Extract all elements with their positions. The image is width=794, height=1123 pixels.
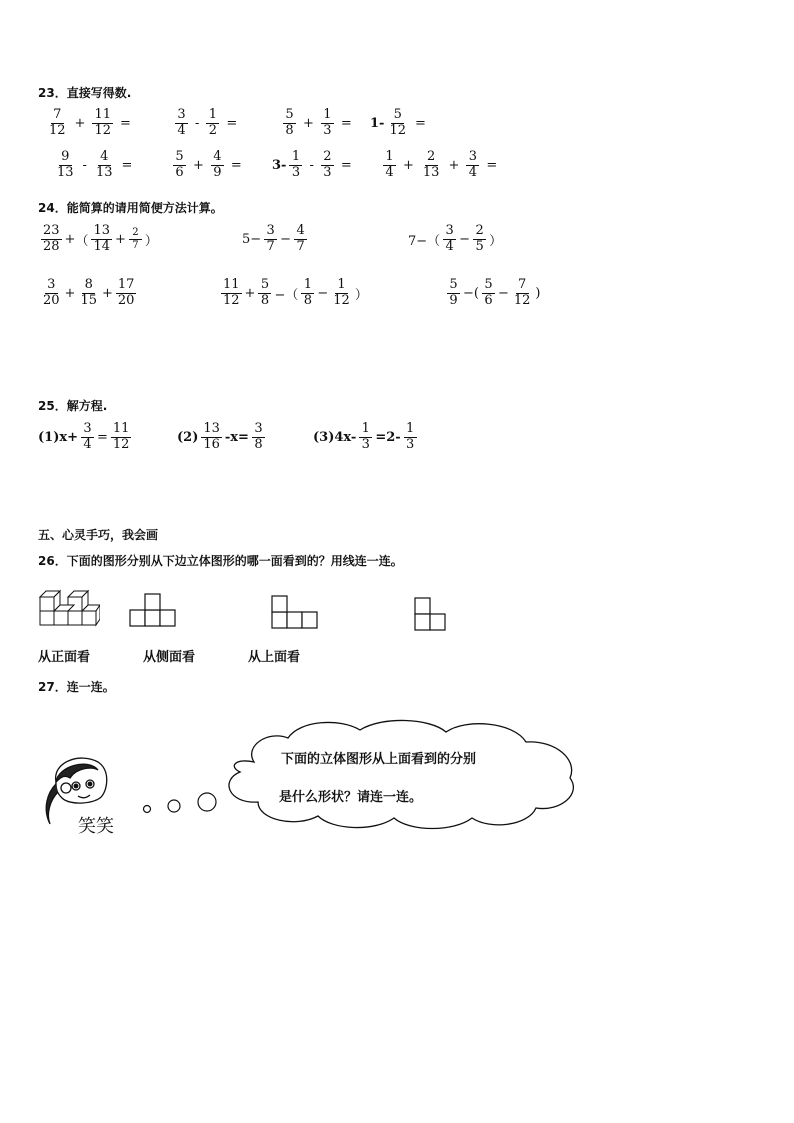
fraction — [173, 150, 186, 181]
fraction — [116, 278, 137, 309]
view-label-front: 从正面看 — [38, 650, 91, 665]
fraction — [252, 422, 265, 453]
numerator: 3 — [252, 422, 265, 438]
q23-r1-e2 — [172, 108, 241, 139]
denominator: 12 — [333, 292, 350, 308]
q24-r1-e3 — [408, 224, 502, 255]
fraction — [94, 150, 115, 181]
denominator: 4 — [385, 164, 394, 180]
numerator: 9 — [59, 150, 72, 166]
denominator: 8 — [254, 436, 263, 452]
operator: + — [403, 157, 414, 173]
q24-r2-e3 — [444, 278, 541, 309]
view-figure-1 — [129, 592, 177, 628]
q23-r2-e4 — [380, 150, 501, 181]
denominator: 7 — [266, 238, 275, 254]
fraction — [512, 278, 533, 309]
paren: ) — [535, 285, 541, 301]
fraction — [91, 224, 112, 255]
numerator: 1 — [321, 108, 334, 124]
q24-r2-e2 — [218, 278, 368, 309]
equals: = — [120, 115, 131, 131]
denominator: 16 — [203, 436, 220, 452]
denominator: 4 — [177, 122, 186, 138]
denominator: 9 — [449, 292, 458, 308]
paren: （ — [75, 233, 89, 249]
numerator: 4 — [211, 150, 224, 166]
fraction — [321, 108, 334, 139]
operator: - — [82, 157, 87, 173]
numerator: 2 — [473, 224, 486, 240]
cloud-line-1: 下面的立体图形从上面看到的分别 — [281, 752, 477, 767]
denominator: 12 — [94, 122, 111, 138]
q25-e3 — [313, 422, 420, 453]
fraction — [55, 150, 76, 181]
q25-e2 — [177, 422, 268, 453]
fraction — [301, 278, 314, 309]
numerator: 3 — [443, 224, 456, 240]
prefix: 5− — [242, 231, 262, 247]
fraction — [47, 108, 68, 139]
equals: = — [121, 157, 133, 173]
numerator: 1 — [383, 150, 396, 166]
numerator: 1 — [301, 278, 314, 294]
numerator: 11 — [112, 421, 130, 436]
fraction — [211, 150, 224, 181]
denominator: 4 — [468, 164, 477, 180]
view-figure-3 — [413, 596, 447, 632]
speech-cloud — [214, 716, 582, 832]
denominator: 8 — [285, 122, 294, 138]
numerator: 23 — [43, 223, 60, 238]
operator: - — [195, 115, 200, 131]
numerator: 2 — [129, 227, 142, 240]
equals: = — [230, 157, 242, 173]
operator: − — [459, 231, 471, 247]
fraction — [387, 108, 408, 139]
numerator: 11 — [223, 277, 240, 292]
view-figure-2 — [271, 594, 319, 630]
operator: + — [64, 231, 76, 247]
fraction — [111, 422, 132, 453]
denominator: 15 — [80, 292, 97, 308]
fraction — [41, 278, 62, 309]
q23-r1-e4 — [370, 108, 430, 139]
q23-title: 23．直接写得数. — [38, 86, 132, 100]
q23-r2-e1 — [52, 150, 136, 181]
denominator: 3 — [361, 436, 370, 452]
numerator: 3 — [45, 278, 58, 294]
fraction — [201, 422, 222, 453]
thought-bubbles — [140, 790, 220, 818]
q27-title: 27．连一连。 — [38, 680, 115, 694]
q23-r1-e1 — [44, 108, 135, 139]
equals: = — [340, 115, 352, 131]
denominator: 5 — [475, 238, 484, 254]
solid-figure — [38, 585, 100, 629]
middle-text: =2- — [375, 429, 401, 445]
numerator: 5 — [482, 278, 495, 294]
fraction — [421, 150, 442, 181]
numerator: 1 — [206, 108, 219, 124]
numerator: 3 — [81, 422, 94, 438]
denominator: 12 — [223, 292, 240, 308]
operator: + — [74, 115, 86, 131]
equals: = — [340, 157, 352, 173]
fraction — [41, 224, 62, 255]
equals: = — [486, 157, 498, 173]
denominator: 13 — [95, 164, 113, 180]
numerator: 8 — [82, 278, 95, 294]
operator: + — [303, 115, 314, 131]
denominator: 4 — [445, 238, 454, 254]
numerator: 1 — [359, 422, 372, 438]
operator: − — [317, 285, 329, 301]
fraction — [175, 108, 188, 139]
numerator: 1 — [335, 278, 348, 294]
denominator: 8 — [260, 292, 270, 308]
numerator: 3 — [466, 150, 479, 166]
operator: + — [448, 157, 460, 173]
denominator: 20 — [43, 292, 60, 308]
numerator: 13 — [93, 223, 111, 238]
denominator: 20 — [117, 292, 135, 308]
view-label-side: 从侧面看 — [143, 650, 196, 665]
fraction — [92, 108, 113, 139]
paren: ） — [144, 233, 158, 249]
numerator: 5 — [258, 278, 271, 294]
q24-r1-e1 — [38, 224, 158, 255]
denominator: 13 — [422, 164, 440, 180]
denominator: 3 — [323, 122, 332, 138]
numerator: 11 — [94, 107, 111, 122]
prefix: 7−（ — [408, 233, 441, 249]
denominator: 14 — [93, 238, 111, 254]
operator: + — [115, 231, 126, 247]
numerator: 1 — [289, 150, 302, 166]
numerator: 1 — [404, 422, 417, 438]
q23-r2-e3 — [272, 150, 356, 181]
fraction — [129, 227, 142, 251]
numerator: 5 — [391, 108, 404, 124]
prefix: 1- — [370, 115, 385, 131]
denominator: 7 — [132, 239, 139, 251]
view-label-top: 从上面看 — [248, 650, 301, 665]
numerator: 4 — [98, 150, 111, 166]
paren: ） — [489, 233, 503, 249]
fraction — [404, 422, 417, 453]
numerator: 4 — [294, 224, 307, 240]
prefix: (2) — [177, 429, 199, 445]
denominator: 12 — [49, 122, 66, 138]
operator: + — [102, 285, 113, 301]
operator: −( — [463, 285, 479, 301]
fraction — [331, 278, 352, 309]
denominator: 7 — [296, 238, 305, 254]
numerator: 7 — [51, 108, 64, 124]
character-name: 笑笑 — [78, 816, 114, 837]
denominator: 9 — [213, 164, 222, 180]
q25-title: 25．解方程. — [38, 399, 108, 413]
operator: - — [309, 157, 314, 173]
paren: ） — [354, 287, 368, 303]
fraction — [264, 224, 277, 255]
operator: − — [280, 231, 292, 247]
numerator: 17 — [117, 277, 135, 292]
equals: = — [97, 429, 108, 445]
numerator: 13 — [203, 421, 220, 436]
q26-title: 26．下面的图形分别从下边立体图形的哪一面看到的？用线连一连。 — [38, 554, 403, 568]
fraction — [321, 150, 334, 181]
denominator: 12 — [513, 292, 531, 308]
denominator: 4 — [83, 436, 92, 452]
numerator: 3 — [264, 224, 277, 240]
numerator: 3 — [175, 108, 188, 124]
middle-text: -x= — [224, 429, 249, 445]
q24-r1-e2 — [242, 224, 310, 255]
fraction — [81, 422, 94, 453]
q23-r2-e2 — [170, 150, 246, 181]
fraction — [221, 278, 242, 309]
denominator: 6 — [175, 164, 184, 180]
numerator: 2 — [425, 150, 438, 166]
denominator: 3 — [406, 436, 415, 452]
denominator: 3 — [323, 164, 332, 180]
denominator: 2 — [208, 122, 218, 138]
q25-e1 — [38, 422, 134, 453]
fraction — [294, 224, 307, 255]
q24-title: 24．能简算的请用简便方法计算。 — [38, 201, 223, 215]
operator: −（ — [274, 287, 299, 303]
fraction — [473, 224, 486, 255]
prefix: (3)4x- — [313, 429, 357, 445]
equals: = — [415, 115, 426, 131]
denominator: 28 — [43, 238, 60, 254]
prefix: (1)x+ — [38, 429, 78, 445]
fraction — [443, 224, 456, 255]
denominator: 8 — [303, 292, 312, 308]
fraction — [482, 278, 495, 309]
denominator: 13 — [57, 164, 74, 180]
denominator: 3 — [291, 164, 301, 180]
fraction — [466, 150, 479, 181]
fraction — [447, 278, 460, 309]
denominator: 12 — [389, 122, 406, 138]
cloud-line-2: 是什么形状？请连一连。 — [279, 790, 423, 805]
operator: + — [244, 285, 256, 301]
prefix: 3- — [272, 157, 287, 173]
fraction — [283, 108, 296, 139]
fraction — [383, 150, 396, 181]
operator: + — [193, 157, 204, 173]
q23-r1-e3 — [280, 108, 356, 139]
fraction — [289, 150, 302, 181]
denominator: 6 — [484, 292, 493, 308]
numerator: 7 — [516, 278, 529, 294]
section-title: 五、心灵手巧，我会画 — [38, 528, 159, 542]
numerator: 2 — [321, 150, 334, 166]
fraction — [359, 422, 372, 453]
fraction — [78, 278, 99, 309]
fraction — [206, 108, 219, 139]
q24-r2-e1 — [38, 278, 139, 309]
fraction — [258, 278, 271, 309]
numerator: 5 — [447, 278, 460, 294]
numerator: 5 — [173, 150, 186, 166]
numerator: 5 — [283, 108, 296, 124]
denominator: 12 — [112, 436, 130, 452]
operator: − — [497, 285, 509, 301]
equals: = — [226, 115, 238, 131]
operator: + — [64, 285, 76, 301]
